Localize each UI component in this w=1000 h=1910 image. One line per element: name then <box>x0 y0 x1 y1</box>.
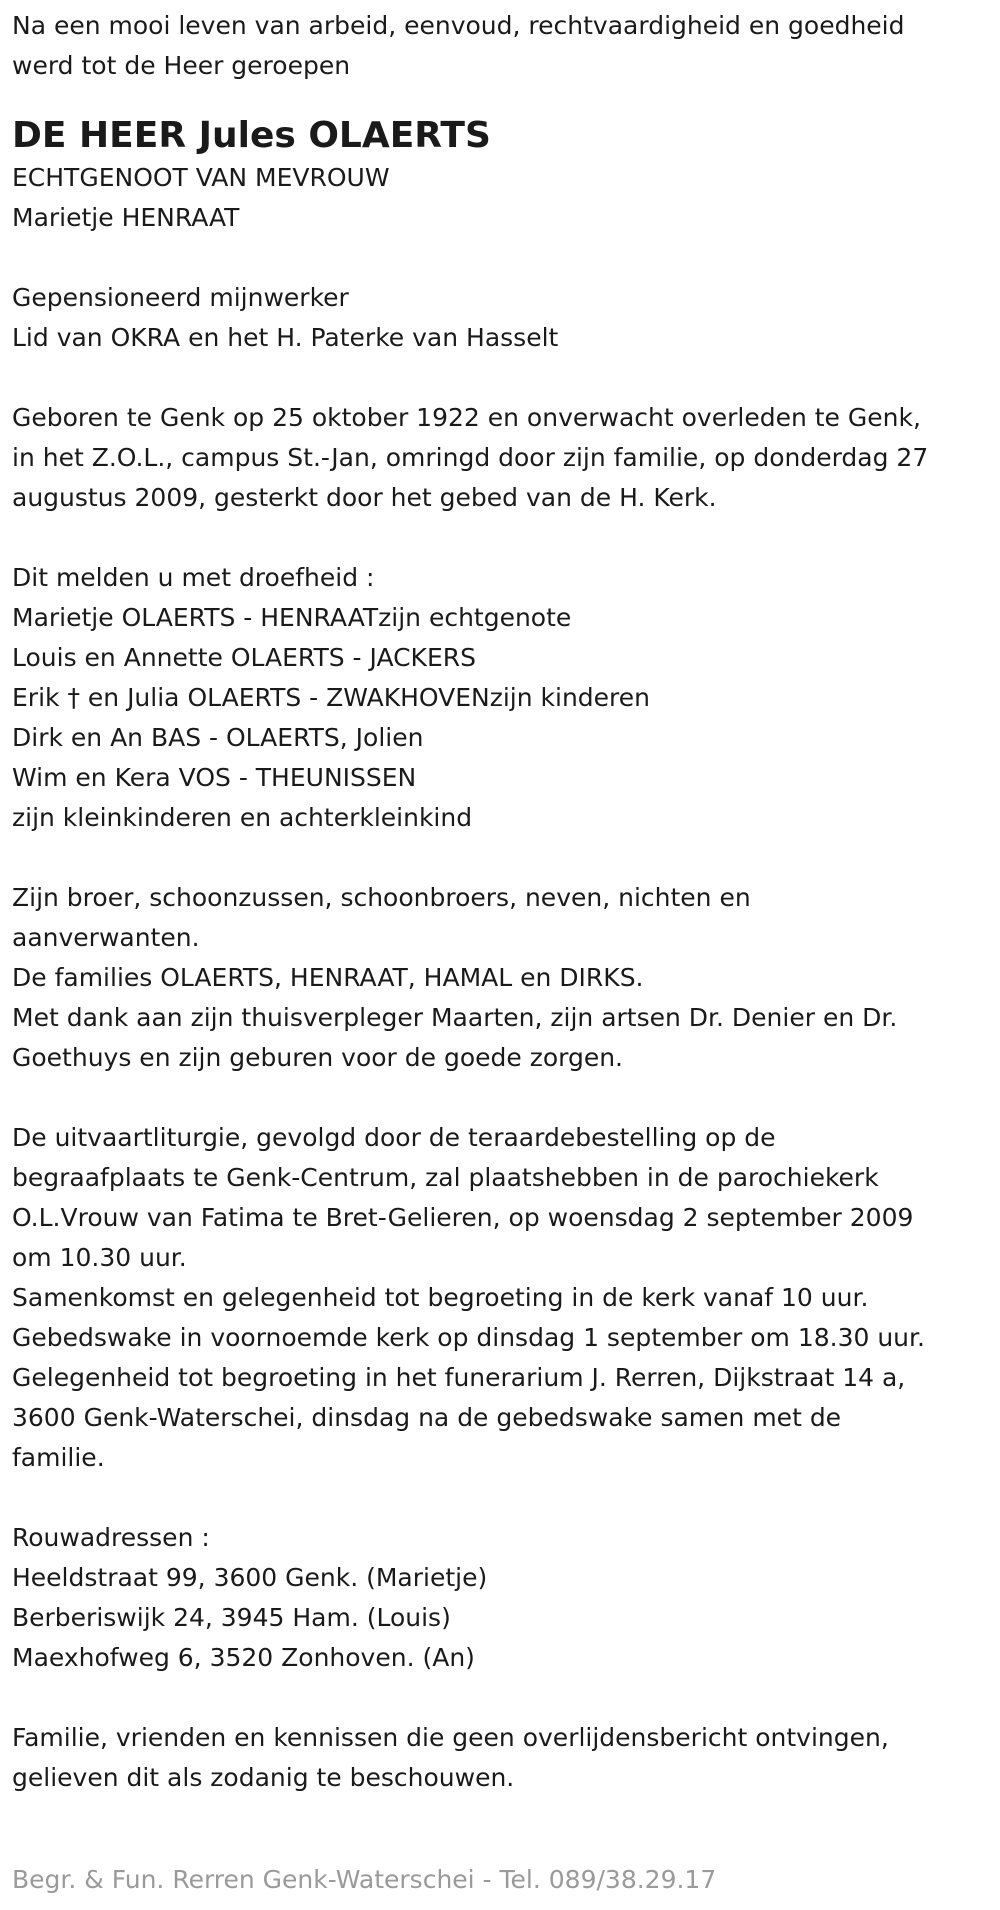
address-line: Heeldstraat 99, 3600 Genk. (Marietje) <box>12 1563 488 1592</box>
announcer-line: Dit melden u met droefheid : <box>12 563 375 592</box>
closing-block <box>12 1718 988 1798</box>
announcer-line: Dirk en An BAS - OLAERTS, Jolien <box>12 723 424 752</box>
funeral-line: 3600 Genk-Waterschei, dinsdag na de gebedswake samen met de <box>12 1403 842 1432</box>
intro-line: Na een mooi leven van arbeid, eenvoud, rechtvaardigheid en goedheid <box>12 11 905 40</box>
funeral-line: De uitvaartliturgie, gevolgd door de teraardebestelling op de <box>12 1123 776 1152</box>
funeral-line: O.L.Vrouw van Fatima te Bret-Gelieren, op woensdag 2 september 2009 <box>12 1203 914 1232</box>
family-line: Zijn broer, schoonzussen, schoonbroers, neven, nichten en <box>12 883 751 912</box>
announcers-block <box>12 558 988 838</box>
spouse-line: ECHTGENOOT VAN MEVROUW <box>12 163 390 192</box>
address-line: Rouwadressen : <box>12 1523 210 1552</box>
announcer-line: zijn kleinkinderen en achterkleinkind <box>12 803 473 832</box>
funeral-line: Samenkomst en gelegenheid tot begroeting in de kerk vanaf 10 uur. <box>12 1283 869 1312</box>
funeral-line: Gebedswake in voornoemde kerk op dinsdag 1 september om 18.30 uur. <box>12 1323 925 1352</box>
announcer-line: Marietje OLAERTS - HENRAATzijn echtgenote <box>12 603 572 632</box>
funeral-line: Gelegenheid tot begroeting in het funerarium J. Rerren, Dijkstraat 14 a, <box>12 1363 906 1392</box>
funeral-line: familie. <box>12 1443 105 1472</box>
deceased-name: DE HEER Jules OLAERTS <box>12 115 491 156</box>
announcer-line: Louis en Annette OLAERTS - JACKERS <box>12 643 476 672</box>
address-line: Maexhofweg 6, 3520 Zonhoven. (An) <box>12 1643 475 1672</box>
addresses-block <box>12 1518 988 1678</box>
occupation-line: Lid van OKRA en het H. Paterke van Hasselt <box>12 323 559 352</box>
family-line: De families OLAERTS, HENRAAT, HAMAL en DIRKS. <box>12 963 644 992</box>
occupation-line: Gepensioneerd mijnwerker <box>12 283 349 312</box>
announcer-line: Erik † en Julia OLAERTS - ZWAKHOVENzijn kinderen <box>12 683 651 712</box>
funeral-line: begraafplaats te Genk-Centrum, zal plaatshebben in de parochiekerk <box>12 1163 879 1192</box>
family-line: aanverwanten. <box>12 923 200 952</box>
deceased-block <box>12 114 988 238</box>
address-line: Berberiswijk 24, 3945 Ham. (Louis) <box>12 1603 451 1632</box>
intro-line: werd tot de Heer geroepen <box>12 51 351 80</box>
spouse-line: Marietje HENRAAT <box>12 203 240 232</box>
funeral-block <box>12 1118 988 1478</box>
family-line: Met dank aan zijn thuisverpleger Maarten, zijn artsen Dr. Denier en Dr. <box>12 1003 898 1032</box>
birth-death-line: Geboren te Genk op 25 oktober 1922 en onverwacht overleden te Genk, <box>12 403 921 432</box>
occupation-block <box>12 278 988 358</box>
closing-line: gelieven dit als zodanig te beschouwen. <box>12 1763 515 1792</box>
announcer-line: Wim en Kera VOS - THEUNISSEN <box>12 763 417 792</box>
birth-death-line: augustus 2009, gesterkt door het gebed van de H. Kerk. <box>12 483 717 512</box>
family-block <box>12 878 988 1078</box>
birth-death-block <box>12 398 988 518</box>
birth-death-line: in het Z.O.L., campus St.-Jan, omringd door zijn familie, op donderdag 27 <box>12 443 929 472</box>
closing-line: Familie, vrienden en kennissen die geen overlijdensbericht ontvingen, <box>12 1723 889 1752</box>
intro-text <box>12 6 988 86</box>
funeral-home-footer: Begr. & Fun. Rerren Genk-Waterschei - Tel. 089/38.29.17 <box>12 1865 717 1894</box>
family-line: Goethuys en zijn geburen voor de goede zorgen. <box>12 1043 623 1072</box>
funeral-line: om 10.30 uur. <box>12 1243 187 1272</box>
